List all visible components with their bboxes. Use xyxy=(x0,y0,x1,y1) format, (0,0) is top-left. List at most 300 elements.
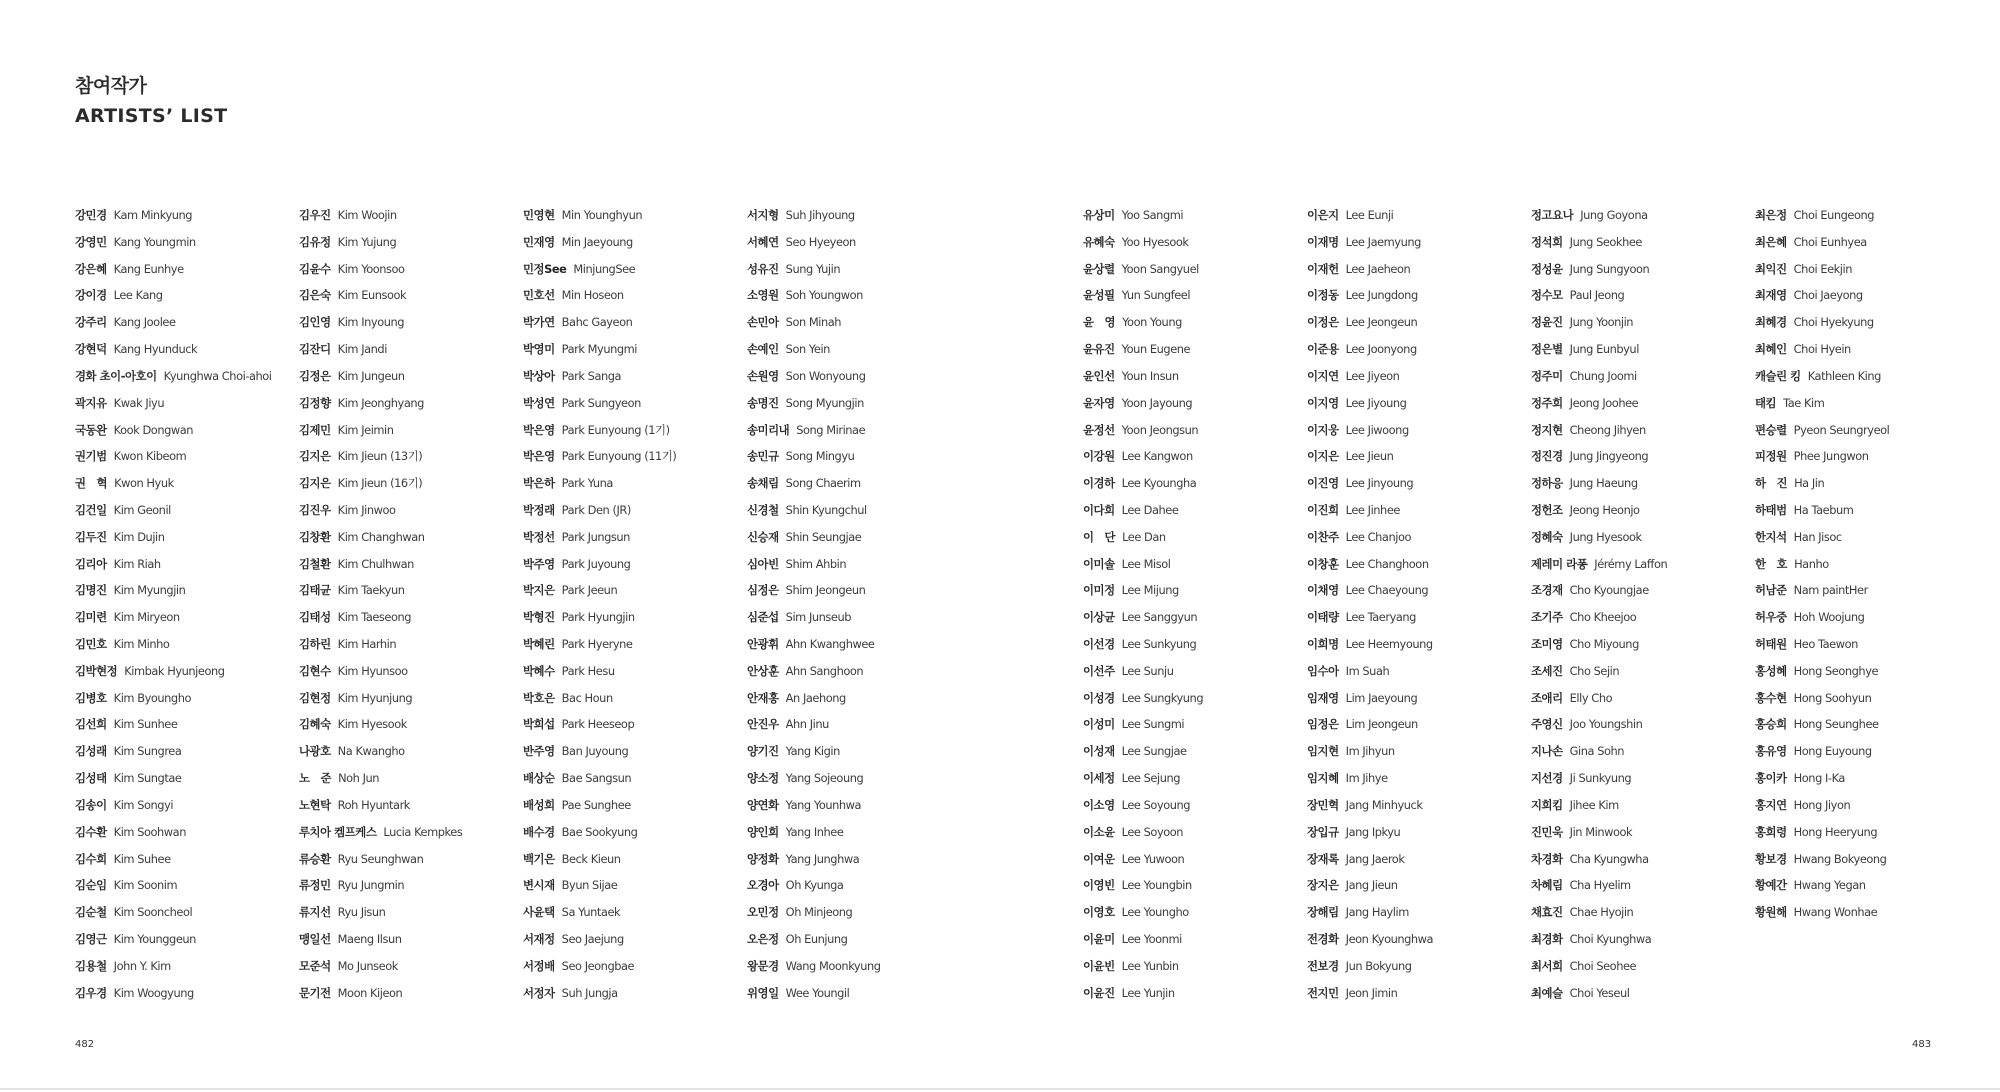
artist-name-english: Kim Jandi xyxy=(337,342,387,357)
artist-name-korean: 김지은 xyxy=(299,476,331,491)
artist-name-korean: 임지현 xyxy=(1307,744,1339,759)
artist-entry xyxy=(1083,930,1305,957)
artist-name-english: Youn Eugene xyxy=(1121,342,1191,357)
artist-entry xyxy=(747,742,969,769)
artist-name-english: Kook Dongwan xyxy=(113,422,194,437)
artist-name-english: Sung Yujin xyxy=(785,261,841,276)
artist-name-korean: 오은정 xyxy=(747,931,779,946)
artist-name-korean: 오경아 xyxy=(747,878,779,893)
artist-name-english: Yang Sojeoung xyxy=(785,771,864,786)
artist-name-korean: 김수환 xyxy=(75,824,107,839)
artist-entry xyxy=(747,608,969,635)
artist-name-english: Lee Heemyoung xyxy=(1345,637,1433,651)
artist-entry xyxy=(1755,528,1977,555)
artist-name-korean: 양연화 xyxy=(747,797,779,812)
artist-name-korean: 이경하 xyxy=(1083,476,1115,491)
artist-entry xyxy=(1755,769,1977,796)
artist-entry xyxy=(1083,662,1305,689)
artist-name-english: Kim Woojin xyxy=(337,208,397,222)
artist-name-korean: 윤정선 xyxy=(1083,422,1115,437)
artist-entry xyxy=(75,581,297,608)
artist-name-korean: 채효진 xyxy=(1531,905,1563,920)
artist-column-1 xyxy=(75,206,297,1010)
title-english: ARTISTS’ LIST xyxy=(75,105,228,127)
artist-entry xyxy=(523,850,745,877)
artist-name-english: Min Jaeyoung xyxy=(561,234,633,249)
artist-name-korean: 송채림 xyxy=(747,476,779,491)
artist-name-english: MinjungSee xyxy=(573,261,636,276)
artist-entry xyxy=(75,394,297,421)
artist-entry xyxy=(299,689,521,716)
artist-name-english: Yoon Sangyuel xyxy=(1121,261,1199,276)
artist-entry xyxy=(747,662,969,689)
artist-name-korean: 박영미 xyxy=(523,342,555,357)
artist-entry xyxy=(1531,930,1753,957)
artist-entry xyxy=(299,742,521,769)
artist-name-english: Jérémy Laffon xyxy=(1594,556,1668,571)
artist-entry xyxy=(1307,581,1529,608)
artist-entry xyxy=(523,984,745,1011)
artist-name-korean: 서정배 xyxy=(523,958,555,973)
artist-name-korean: 이미솔 xyxy=(1083,556,1115,571)
artist-name-english: Shin Kyungchul xyxy=(785,502,867,517)
artist-name-korean: 민호선 xyxy=(523,288,555,303)
artist-name-korean: 허태원 xyxy=(1755,637,1787,651)
artist-entry xyxy=(1755,742,1977,769)
artist-name-korean: 장해림 xyxy=(1307,905,1339,920)
artist-entry xyxy=(1755,903,1977,930)
artist-entry xyxy=(1755,823,1977,850)
artist-entry xyxy=(75,286,297,313)
artist-name-english: Kimbak Hyunjeong xyxy=(124,663,225,678)
artist-name-english: Kim Yoonsoo xyxy=(337,261,405,276)
artist-name-korean: 강영민 xyxy=(75,234,107,249)
artist-name-english: Lee Yunjin xyxy=(1121,985,1175,1000)
artist-entry xyxy=(1755,662,1977,689)
artist-name-korean: 박은영 xyxy=(523,422,555,437)
artist-entry xyxy=(523,447,745,474)
artist-name-english: Lee Soyoung xyxy=(1121,797,1191,812)
artist-entry xyxy=(75,850,297,877)
artist-name-korean: 박혜수 xyxy=(523,663,555,678)
artist-name-english: Jung Sungyoon xyxy=(1569,261,1650,276)
artist-name-english: Jang Ipkyu xyxy=(1345,824,1401,839)
artist-name-english: Park Sanga xyxy=(561,368,622,383)
artist-name-korean: 이강원 xyxy=(1083,449,1115,464)
artist-entry xyxy=(75,555,297,582)
artist-entry xyxy=(523,957,745,984)
artist-name-english: Jung Hyesook xyxy=(1569,529,1642,544)
artist-entry xyxy=(523,286,745,313)
artist-name-english: Lee Changhoon xyxy=(1345,556,1429,571)
artist-entry xyxy=(523,876,745,903)
artist-name-korean: 곽지유 xyxy=(75,395,107,410)
artist-name-english: Im Suah xyxy=(1345,663,1390,678)
artist-name-english: Kim Songyi xyxy=(113,797,174,812)
artist-name-korean: 장지은 xyxy=(1307,878,1339,893)
artist-name-korean: 심아빈 xyxy=(747,556,779,571)
artist-name-english: Lee Sungmi xyxy=(1121,717,1185,732)
artist-name-korean: 전경화 xyxy=(1307,931,1339,946)
artist-entry xyxy=(747,903,969,930)
artist-entry xyxy=(1755,608,1977,635)
artist-entry xyxy=(1531,769,1753,796)
artist-name-english: Mo Junseok xyxy=(337,958,398,973)
artist-entry xyxy=(1083,903,1305,930)
artist-name-english: Kim Sunhee xyxy=(113,717,178,732)
artist-entry xyxy=(75,501,297,528)
artist-entry xyxy=(1307,313,1529,340)
artist-name-english: Lee Jeongeun xyxy=(1345,315,1418,330)
artist-name-english: Son Wonyoung xyxy=(785,368,866,383)
artist-entry xyxy=(1307,850,1529,877)
artist-entry xyxy=(299,850,521,877)
artist-name-korean: 김성태 xyxy=(75,771,107,786)
artist-name-english: Ha Jin xyxy=(1794,476,1825,491)
artist-name-korean: 정석희 xyxy=(1531,234,1563,249)
artist-entry xyxy=(1755,421,1977,448)
artist-name-korean: 김영근 xyxy=(75,931,107,946)
artist-name-korean: 김병호 xyxy=(75,690,107,705)
artist-name-korean: 김민호 xyxy=(75,637,107,651)
artist-name-english: Chung Joomi xyxy=(1569,368,1637,383)
artist-entry xyxy=(75,662,297,689)
artist-entry xyxy=(1307,421,1529,448)
artist-name-korean: 정고요나 xyxy=(1531,208,1574,222)
artist-name-korean: 윤 영 xyxy=(1083,315,1116,330)
artist-entry xyxy=(747,313,969,340)
artist-name-english: Cho Miyoung xyxy=(1569,637,1639,651)
artist-name-english: Lee Kang xyxy=(113,288,163,303)
artist-entry xyxy=(1755,689,1977,716)
artist-name-english: Na Kwangho xyxy=(337,744,405,759)
artist-entry xyxy=(75,876,297,903)
artist-name-english: Jung Yoonjin xyxy=(1569,315,1634,330)
artist-entry xyxy=(299,769,521,796)
artist-name-korean: 서정자 xyxy=(523,985,555,1000)
artist-entry xyxy=(1755,474,1977,501)
artist-entry xyxy=(1755,286,1977,313)
artist-name-korean: 경화 초이-아호이 xyxy=(75,368,157,383)
artist-entry xyxy=(747,769,969,796)
artist-entry xyxy=(75,608,297,635)
artist-name-korean: 정주미 xyxy=(1531,368,1563,383)
artist-name-korean: 최경화 xyxy=(1531,931,1563,946)
artist-entry xyxy=(1307,957,1529,984)
artist-name-korean: 이영호 xyxy=(1083,905,1115,920)
artist-entry xyxy=(1307,903,1529,930)
artist-entry xyxy=(1755,635,1977,662)
artist-entry xyxy=(523,474,745,501)
artist-name-english: Hong Euyoung xyxy=(1793,744,1872,759)
artist-name-english: Lee Kangwon xyxy=(1121,449,1193,464)
artist-name-korean: 이소윤 xyxy=(1083,824,1115,839)
artist-entry xyxy=(75,260,297,287)
artist-name-english: Ryu Seunghwan xyxy=(337,851,424,866)
artist-name-english: Kim Jungeun xyxy=(337,368,405,383)
artist-name-korean: 류지선 xyxy=(299,905,331,920)
artist-name-english: Jin Minwook xyxy=(1569,824,1633,839)
artist-name-korean: 임재영 xyxy=(1307,690,1339,705)
artist-name-english: Seo Jaejung xyxy=(561,931,624,946)
artist-name-korean: 김우진 xyxy=(299,208,331,222)
artist-name-english: Kang Joolee xyxy=(113,315,176,330)
artist-name-korean: 황원해 xyxy=(1755,905,1787,920)
artist-name-english: Kim Eunsook xyxy=(337,288,407,303)
artist-entry xyxy=(747,930,969,957)
artist-entry xyxy=(747,286,969,313)
artist-name-korean: 김창환 xyxy=(299,529,331,544)
artist-name-korean: 황보경 xyxy=(1755,851,1787,866)
artist-entry xyxy=(299,930,521,957)
artist-entry xyxy=(75,367,297,394)
artist-entry xyxy=(299,581,521,608)
artist-entry xyxy=(1307,876,1529,903)
artist-name-korean: 강이경 xyxy=(75,288,107,303)
artist-entry xyxy=(747,555,969,582)
artist-name-english: Jang Minhyuck xyxy=(1345,797,1423,812)
artist-name-english: Hong I-Ka xyxy=(1793,771,1845,786)
artist-entry xyxy=(1083,796,1305,823)
artist-entry xyxy=(1083,394,1305,421)
artist-name-korean: 이세정 xyxy=(1083,771,1115,786)
artist-name-korean: 이희명 xyxy=(1307,637,1339,651)
artist-entry xyxy=(1083,957,1305,984)
artist-entry xyxy=(75,796,297,823)
artist-entry xyxy=(1307,662,1529,689)
artist-name-korean: 한 호 xyxy=(1755,556,1788,571)
artist-name-korean: 양인희 xyxy=(747,824,779,839)
artist-name-english: Choi Jaeyong xyxy=(1793,288,1863,303)
artist-name-korean: 홍이카 xyxy=(1755,771,1787,786)
artist-name-korean: 이채영 xyxy=(1307,583,1339,598)
artist-name-korean: 전지민 xyxy=(1307,985,1339,1000)
artist-name-korean: 김태균 xyxy=(299,583,331,598)
artist-name-english: Yun Sungfeel xyxy=(1121,288,1191,303)
artist-entry xyxy=(1531,206,1753,233)
artist-name-english: Lee Jungdong xyxy=(1345,288,1418,303)
artist-name-english: Lee Youngho xyxy=(1121,905,1189,920)
artist-entry xyxy=(523,367,745,394)
artist-name-english: Ha Taebum xyxy=(1793,502,1854,517)
artist-column-8 xyxy=(1755,206,1977,930)
artist-entry xyxy=(1083,555,1305,582)
artist-name-english: Kang Eunhye xyxy=(113,261,184,276)
artist-name-korean: 정진경 xyxy=(1531,449,1563,464)
artist-entry xyxy=(1531,823,1753,850)
artist-entry xyxy=(1531,850,1753,877)
artist-entry xyxy=(1307,635,1529,662)
artist-name-english: Oh Eunjung xyxy=(785,931,848,946)
artist-entry xyxy=(1083,581,1305,608)
artist-name-korean: 왕문경 xyxy=(747,958,779,973)
artist-entry xyxy=(299,903,521,930)
artist-entry xyxy=(1531,367,1753,394)
artist-name-korean: 박은하 xyxy=(523,476,555,491)
artist-name-korean: 김선희 xyxy=(75,717,107,732)
artist-entry xyxy=(299,662,521,689)
artist-name-korean: 김인영 xyxy=(299,315,331,330)
artist-name-english: Lee Joonyong xyxy=(1345,342,1417,357)
artist-name-english: Kwon Kibeom xyxy=(113,449,187,464)
artist-name-korean: 임지혜 xyxy=(1307,771,1339,786)
artist-entry xyxy=(1307,742,1529,769)
artist-name-korean: 이지영 xyxy=(1307,395,1339,410)
artist-name-korean: 정지현 xyxy=(1531,422,1563,437)
artist-name-korean: 맹일선 xyxy=(299,931,331,946)
artist-name-korean: 강은혜 xyxy=(75,261,107,276)
artist-entry xyxy=(523,313,745,340)
artist-name-korean: 심준섭 xyxy=(747,610,779,625)
artist-name-english: Park Heeseop xyxy=(561,717,635,732)
artist-entry xyxy=(1755,313,1977,340)
artist-name-korean: 송명진 xyxy=(747,395,779,410)
artist-name-korean: 조애리 xyxy=(1531,690,1563,705)
artist-name-korean: 김잔디 xyxy=(299,342,331,357)
artist-name-english: Elly Cho xyxy=(1569,690,1613,705)
artist-name-english: Jung Haeung xyxy=(1569,476,1638,491)
artist-name-english: Song Chaerim xyxy=(785,476,861,491)
artist-name-korean: 이태량 xyxy=(1307,610,1339,625)
artist-name-english: Kim Yujung xyxy=(337,234,397,249)
artist-name-korean: 이지웅 xyxy=(1307,422,1339,437)
artist-name-english: Min Younghyun xyxy=(561,208,643,222)
artist-name-korean: 이준용 xyxy=(1307,342,1339,357)
artist-name-english: Noh Jun xyxy=(338,771,380,786)
artist-entry xyxy=(75,689,297,716)
artist-name-english: Phee Jungwon xyxy=(1793,449,1869,464)
artist-name-english: Kim Woogyung xyxy=(113,985,194,1000)
artist-name-korean: 이다희 xyxy=(1083,502,1115,517)
artist-name-english: Lim Jeongeun xyxy=(1345,717,1418,732)
artist-entry xyxy=(1307,689,1529,716)
artist-column-3 xyxy=(523,206,745,1010)
artist-name-english: Lucia Kempkes xyxy=(383,824,463,839)
artist-name-korean: 최예슬 xyxy=(1531,985,1563,1000)
artist-name-english: Jung Seokhee xyxy=(1569,234,1642,249)
artist-entry xyxy=(1083,313,1305,340)
artist-name-english: Choi Seohee xyxy=(1569,958,1637,973)
artist-name-korean: 이정은 xyxy=(1307,315,1339,330)
artist-name-english: Kim Jeonghyang xyxy=(337,395,424,410)
artist-entry xyxy=(747,850,969,877)
artist-entry xyxy=(75,528,297,555)
artist-name-english: Park Myungmi xyxy=(561,342,638,357)
artist-name-korean: 박성연 xyxy=(523,395,555,410)
artist-name-korean: 전보경 xyxy=(1307,958,1339,973)
artist-name-korean: 최익진 xyxy=(1755,261,1787,276)
artist-entry xyxy=(75,957,297,984)
artist-name-korean: 배수경 xyxy=(523,824,555,839)
artist-name-english: Jeong Heonjo xyxy=(1569,502,1640,517)
artist-entry xyxy=(75,903,297,930)
artist-name-korean: 이선주 xyxy=(1083,663,1115,678)
artist-entry xyxy=(75,984,297,1011)
artist-entry xyxy=(747,394,969,421)
artist-name-korean: 위영일 xyxy=(747,985,779,1000)
artist-entry xyxy=(747,447,969,474)
artist-name-english: Yoo Sangmi xyxy=(1121,208,1184,222)
artist-name-english: Kim Inyoung xyxy=(337,315,405,330)
artist-name-korean: 정수모 xyxy=(1531,288,1563,303)
artist-name-english: Pyeon Seungryeol xyxy=(1793,422,1890,437)
artist-name-korean: 홍지연 xyxy=(1755,797,1787,812)
artist-name-english: Hanho xyxy=(1794,556,1829,571)
artist-name-korean: 허남준 xyxy=(1755,583,1787,598)
artist-name-english: Ahn Jinu xyxy=(785,717,829,732)
artist-name-english: Suh Jihyoung xyxy=(785,208,855,222)
artist-name-english: Suh Jungja xyxy=(561,985,618,1000)
artist-name-korean: 이성재 xyxy=(1083,744,1115,759)
artist-name-english: Yang Younhwa xyxy=(785,797,862,812)
artist-name-english: Kim Myungjin xyxy=(113,583,186,598)
artist-name-english: Yoon Jayoung xyxy=(1121,395,1193,410)
artist-name-english: Lee Soyoon xyxy=(1121,824,1184,839)
artist-name-korean: 이지연 xyxy=(1307,368,1339,383)
artist-name-english: Park Juyoung xyxy=(561,556,631,571)
artist-entry xyxy=(1083,233,1305,260)
artist-name-english: Kim Taeseong xyxy=(337,610,412,625)
artist-name-korean: 송미리내 xyxy=(747,422,790,437)
artist-name-english: Yoon Jeongsun xyxy=(1121,422,1199,437)
artist-entry xyxy=(747,715,969,742)
artist-name-korean: 배성희 xyxy=(523,797,555,812)
artist-entry xyxy=(299,447,521,474)
artist-name-korean: 양정화 xyxy=(747,851,779,866)
artist-name-english: Son Minah xyxy=(785,315,842,330)
artist-name-english: Park Hyeryne xyxy=(561,637,633,651)
artist-entry xyxy=(747,233,969,260)
artist-name-english: Park Eunyoung (11기) xyxy=(561,449,677,464)
artist-name-english: Kim Jeimin xyxy=(337,422,394,437)
artist-entry xyxy=(523,260,745,287)
artist-name-english: Choi Eekjin xyxy=(1793,261,1852,276)
artist-entry xyxy=(523,796,745,823)
artist-name-korean: 박지은 xyxy=(523,583,555,598)
artist-name-english: Shim Jeongeun xyxy=(785,583,866,598)
artist-name-english: Choi Yeseul xyxy=(1569,985,1630,1000)
artist-name-english: Yoon Young xyxy=(1122,315,1182,330)
artist-name-english: Youn Insun xyxy=(1121,368,1179,383)
artist-name-korean: 민재영 xyxy=(523,234,555,249)
artist-entry xyxy=(1531,742,1753,769)
artist-name-english: Kim Byoungho xyxy=(113,690,192,705)
artist-name-english: Ryu Jungmin xyxy=(337,878,405,893)
artist-name-korean: 김리아 xyxy=(75,556,107,571)
artist-name-english: Lee Sungkyung xyxy=(1121,690,1204,705)
artist-name-english: Song Mirinae xyxy=(796,422,866,437)
artist-entry xyxy=(1531,474,1753,501)
artist-entry xyxy=(1531,286,1753,313)
artist-entry xyxy=(1531,635,1753,662)
artist-name-korean: 문기전 xyxy=(299,985,331,1000)
artist-name-korean: 사윤택 xyxy=(523,905,555,920)
artist-name-english: Choi Hyekyung xyxy=(1793,315,1874,330)
artist-name-korean: 임수아 xyxy=(1307,663,1339,678)
artist-name-korean: 안상훈 xyxy=(747,663,779,678)
artist-name-english: Min Hoseon xyxy=(561,288,624,303)
artist-name-english: Chae Hyojin xyxy=(1569,905,1634,920)
artist-name-english: Kim Younggeun xyxy=(113,931,196,946)
artist-name-english: Shim Ahbin xyxy=(785,556,847,571)
artist-name-korean: 강주리 xyxy=(75,315,107,330)
artist-name-korean: 박호은 xyxy=(523,690,555,705)
artist-name-english: Lee Sunju xyxy=(1121,663,1174,678)
artist-entry xyxy=(299,876,521,903)
artist-name-english: Sim Junseub xyxy=(785,610,852,625)
artist-entry xyxy=(523,608,745,635)
artist-name-korean: 배상순 xyxy=(523,771,555,786)
